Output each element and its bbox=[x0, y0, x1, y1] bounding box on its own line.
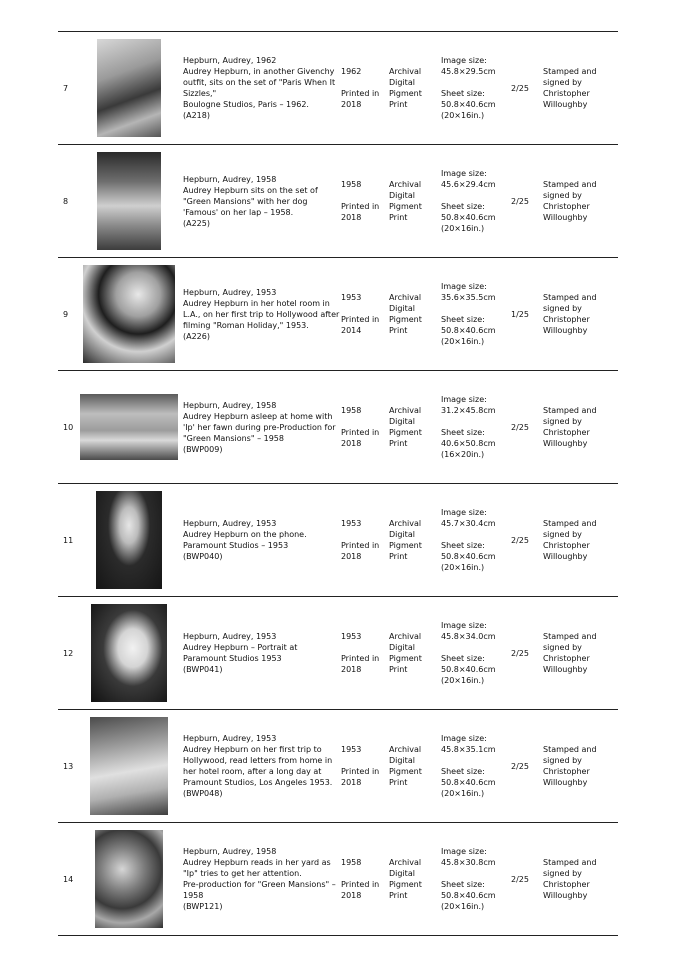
lot-number: 13 bbox=[63, 761, 74, 771]
signature: Stamped and signed by Christopher Willoughby bbox=[543, 293, 597, 335]
medium: Archival Digital Pigment Print bbox=[389, 745, 422, 787]
description: Hepburn, Audrey, 1958 Audrey Hepburn reads in her yard as "Ip" tries to get her attention. Pre-production for "Green Mansions" – 1958 (BWP121) bbox=[183, 847, 336, 911]
signature: Stamped and signed by Christopher Willoughby bbox=[543, 745, 597, 787]
medium: Archival Digital Pigment Print bbox=[389, 406, 422, 448]
description: Hepburn, Audrey, 1953 Audrey Hepburn – Portrait at Paramount Studios 1953 (BWP041) bbox=[183, 632, 298, 674]
lot-number: 14 bbox=[63, 874, 74, 884]
catalogue-table bbox=[58, 31, 618, 936]
photo-thumbnail bbox=[83, 265, 175, 363]
signature: Stamped and signed by Christopher Willoughby bbox=[543, 519, 597, 561]
description: Hepburn, Audrey, 1953 Audrey Hepburn on the phone. Paramount Studios – 1953 (BWP040) bbox=[183, 519, 307, 561]
edition: 2/25 bbox=[511, 535, 529, 545]
medium: Archival Digital Pigment Print bbox=[389, 67, 422, 109]
date: 1953 Printed in 2018 bbox=[341, 745, 380, 787]
table-row bbox=[58, 484, 618, 597]
photo-thumbnail bbox=[96, 491, 162, 589]
signature: Stamped and signed by Christopher Willoughby bbox=[543, 67, 597, 109]
signature: Stamped and signed by Christopher Willoughby bbox=[543, 180, 597, 222]
photo-thumbnail bbox=[97, 152, 161, 250]
lot-number: 12 bbox=[63, 648, 74, 658]
description: Hepburn, Audrey, 1958 Audrey Hepburn asleep at home with 'Ip' her fawn during pre-Production for "Green Mansions" – 1958 (BWP009) bbox=[183, 400, 336, 454]
description: Hepburn, Audrey, 1953 Audrey Hepburn in her hotel room in L.A., on her first trip to Hollywood after filming "Roman Holiday," 1953. (A226) bbox=[183, 287, 340, 341]
edition: 2/25 bbox=[511, 196, 529, 206]
description: Hepburn, Audrey, 1958 Audrey Hepburn sits on the set of "Green Mansions" with her dog 'Famous' on her lap – 1958. (A225) bbox=[183, 174, 318, 228]
edition: 2/25 bbox=[511, 761, 529, 771]
description: Hepburn, Audrey, 1953 Audrey Hepburn on her first trip to Hollywood, read letters from home in her hotel room, after a long day at Pramount Studios, Los Angeles 1953. (BWP048) bbox=[183, 734, 333, 798]
table-row bbox=[58, 258, 618, 371]
table-row bbox=[58, 145, 618, 258]
dimensions: Image size: 45.8×30.8cm Sheet size: 50.8×40.6cm (20×16in.) bbox=[441, 847, 496, 911]
description: Hepburn, Audrey, 1962 Audrey Hepburn, in another Givenchy outfit, sits on the set of "Paris When It Sizzles," Boulogne Studios, Paris – 1962. (A218) bbox=[183, 56, 336, 120]
lot-number: 11 bbox=[63, 535, 74, 545]
medium: Archival Digital Pigment Print bbox=[389, 858, 422, 900]
signature: Stamped and signed by Christopher Willoughby bbox=[543, 858, 597, 900]
photo-thumbnail bbox=[80, 394, 178, 460]
photo-thumbnail bbox=[95, 830, 163, 928]
photo-thumbnail bbox=[91, 604, 167, 702]
dimensions: Image size: 31.2×45.8cm Sheet size: 40.6×50.8cm (16×20in.) bbox=[441, 395, 496, 459]
edition: 2/25 bbox=[511, 648, 529, 658]
edition: 1/25 bbox=[511, 309, 529, 319]
table-row bbox=[58, 371, 618, 484]
dimensions: Image size: 45.6×29.4cm Sheet size: 50.8×40.6cm (20×16in.) bbox=[441, 169, 496, 233]
edition: 2/25 bbox=[511, 874, 529, 884]
medium: Archival Digital Pigment Print bbox=[389, 519, 422, 561]
edition: 2/25 bbox=[511, 83, 529, 93]
medium: Archival Digital Pigment Print bbox=[389, 293, 422, 335]
table-row bbox=[58, 597, 618, 710]
medium: Archival Digital Pigment Print bbox=[389, 180, 422, 222]
edition: 2/25 bbox=[511, 422, 529, 432]
medium: Archival Digital Pigment Print bbox=[389, 632, 422, 674]
lot-number: 7 bbox=[63, 83, 69, 93]
dimensions: Image size: 45.8×35.1cm Sheet size: 50.8×40.6cm (20×16in.) bbox=[441, 734, 496, 798]
lot-number: 9 bbox=[63, 309, 69, 319]
dimensions: Image size: 35.6×35.5cm Sheet size: 50.8×40.6cm (20×16in.) bbox=[441, 282, 496, 346]
date: 1953 Printed in 2018 bbox=[341, 632, 380, 674]
dimensions: Image size: 45.7×30.4cm Sheet size: 50.8×40.6cm (20×16in.) bbox=[441, 508, 496, 572]
signature: Stamped and signed by Christopher Willoughby bbox=[543, 406, 597, 448]
date: 1958 Printed in 2018 bbox=[341, 180, 380, 222]
table-row bbox=[58, 823, 618, 936]
lot-number: 8 bbox=[63, 196, 69, 206]
date: 1962 Printed in 2018 bbox=[341, 67, 380, 109]
dimensions: Image size: 45.8×29.5cm Sheet size: 50.8×40.6cm (20×16in.) bbox=[441, 56, 496, 120]
table-row bbox=[58, 32, 618, 145]
date: 1958 Printed in 2018 bbox=[341, 406, 380, 448]
table-row bbox=[58, 710, 618, 823]
photo-thumbnail bbox=[90, 717, 168, 815]
photo-thumbnail bbox=[97, 39, 161, 137]
date: 1958 Printed in 2018 bbox=[341, 858, 380, 900]
dimensions: Image size: 45.8×34.0cm Sheet size: 50.8×40.6cm (20×16in.) bbox=[441, 621, 496, 685]
signature: Stamped and signed by Christopher Willoughby bbox=[543, 632, 597, 674]
lot-number: 10 bbox=[63, 422, 74, 432]
date: 1953 Printed in 2014 bbox=[341, 293, 380, 335]
date: 1953 Printed in 2018 bbox=[341, 519, 380, 561]
